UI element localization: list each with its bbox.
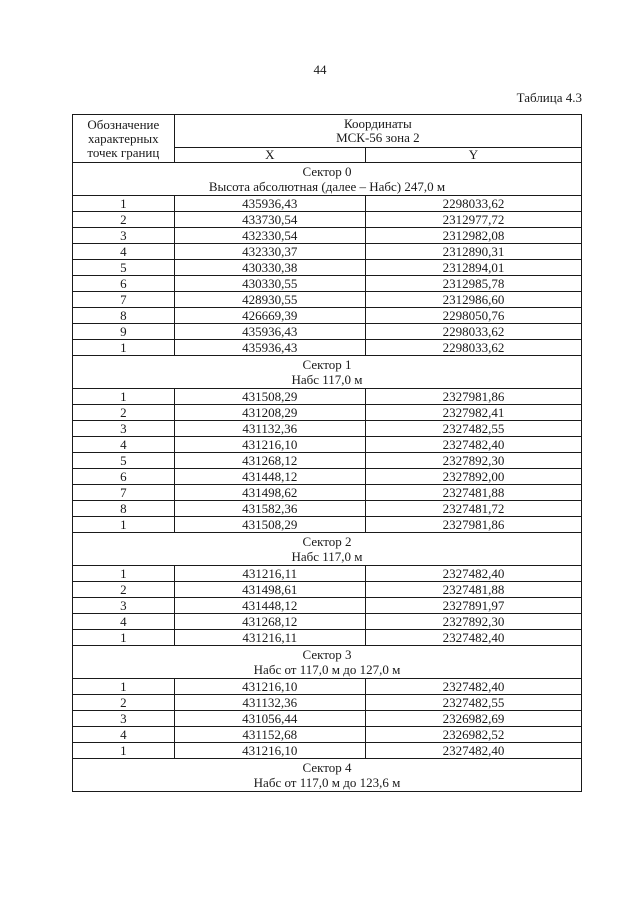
table-row <box>73 711 582 727</box>
sector-title: Сектор 0 <box>302 164 352 179</box>
point-number-cell: 5 <box>73 453 175 469</box>
point-number-cell: 4 <box>73 244 175 260</box>
sector-header-cell <box>73 759 582 792</box>
point-number-cell: 1 <box>73 517 175 533</box>
table-row <box>73 469 582 485</box>
table-row <box>73 437 582 453</box>
table-header <box>73 115 582 163</box>
table-row <box>73 421 582 437</box>
table-row <box>73 292 582 308</box>
x-coordinate-cell: 431216,10 <box>174 743 365 759</box>
sector-header <box>73 646 582 679</box>
sector-header-cell <box>73 533 582 566</box>
table-row <box>73 324 582 340</box>
x-coordinate-cell: 431216,11 <box>174 630 365 646</box>
sector-header <box>73 356 582 389</box>
y-coordinate-cell: 2327482,40 <box>365 679 581 695</box>
y-coordinate-cell: 2327982,41 <box>365 405 581 421</box>
page-number: 44 <box>313 62 327 77</box>
sector-title: Сектор 2 <box>302 534 352 549</box>
sector-header <box>73 533 582 566</box>
x-coordinate-cell: 431268,12 <box>174 614 365 630</box>
x-coordinate-cell: 430330,55 <box>174 276 365 292</box>
point-number-cell: 3 <box>73 711 175 727</box>
coordinates-table <box>72 114 582 792</box>
y-coordinate-cell: 2312890,31 <box>365 244 581 260</box>
point-number-cell: 4 <box>73 727 175 743</box>
point-number-cell: 7 <box>73 292 175 308</box>
table-row <box>73 517 582 533</box>
table-row <box>73 485 582 501</box>
point-number-cell: 5 <box>73 260 175 276</box>
sector-title: Сектор 1 <box>302 357 352 372</box>
sector-header-cell <box>73 163 582 196</box>
sector-header <box>73 163 582 196</box>
x-coordinate-cell: 432330,37 <box>174 244 365 260</box>
x-coordinate-cell: 435936,43 <box>174 196 365 212</box>
y-coordinate-cell: 2327891,97 <box>365 598 581 614</box>
table-caption: Таблица 4.3 <box>516 90 582 105</box>
point-number-cell: 2 <box>73 695 175 711</box>
table-row <box>73 228 582 244</box>
x-coordinate-cell: 431508,29 <box>174 517 365 533</box>
header-point-line-2: характерных <box>88 130 159 146</box>
y-coordinate-cell: 2326982,52 <box>365 727 581 743</box>
sector-header <box>73 759 582 792</box>
point-number-cell: 2 <box>73 405 175 421</box>
y-coordinate-cell: 2327482,40 <box>365 743 581 759</box>
header-point-line-3: точек границ <box>87 144 160 160</box>
table-row <box>73 260 582 276</box>
point-number-cell: 1 <box>73 679 175 695</box>
header-coordinates-title: Координаты <box>343 116 412 131</box>
point-number-cell: 1 <box>73 196 175 212</box>
table-row <box>73 196 582 212</box>
x-coordinate-cell: 431056,44 <box>174 711 365 727</box>
y-coordinate-cell: 2327482,40 <box>365 566 581 582</box>
y-coordinate-cell: 2298033,62 <box>365 196 581 212</box>
table-row <box>73 630 582 646</box>
y-coordinate-cell: 2327482,55 <box>365 695 581 711</box>
y-coordinate-cell: 2327981,86 <box>365 517 581 533</box>
y-coordinate-cell: 2327892,00 <box>365 469 581 485</box>
y-coordinate-cell: 2312985,78 <box>365 276 581 292</box>
header-y: Y <box>365 148 581 163</box>
point-number-cell: 3 <box>73 598 175 614</box>
sector-title: Сектор 4 <box>302 760 352 775</box>
x-coordinate-cell: 431508,29 <box>174 389 365 405</box>
point-number-cell: 1 <box>73 389 175 405</box>
y-coordinate-cell: 2298033,62 <box>365 340 581 356</box>
table-row <box>73 743 582 759</box>
sector-height: Набс от 117,0 м до 127,0 м <box>253 662 401 677</box>
sector-height: Набс 117,0 м <box>291 549 363 564</box>
sector-header-cell <box>73 646 582 679</box>
table-row <box>73 614 582 630</box>
header-coordinates-system: МСК-56 зона 2 <box>336 130 420 145</box>
x-coordinate-cell: 431498,61 <box>174 582 365 598</box>
y-coordinate-cell: 2327481,88 <box>365 485 581 501</box>
table-row <box>73 566 582 582</box>
x-coordinate-cell: 431448,12 <box>174 469 365 485</box>
table-row <box>73 501 582 517</box>
table-row <box>73 695 582 711</box>
x-coordinate-cell: 431216,10 <box>174 679 365 695</box>
y-coordinate-cell: 2312986,60 <box>365 292 581 308</box>
x-coordinate-cell: 431216,11 <box>174 566 365 582</box>
point-number-cell: 1 <box>73 630 175 646</box>
table-row <box>73 405 582 421</box>
sector-title: Сектор 3 <box>302 647 352 662</box>
x-coordinate-cell: 431448,12 <box>174 598 365 614</box>
table-row <box>73 453 582 469</box>
x-coordinate-cell: 431132,36 <box>174 421 365 437</box>
point-number-cell: 6 <box>73 276 175 292</box>
y-coordinate-cell: 2327481,88 <box>365 582 581 598</box>
point-number-cell: 1 <box>73 566 175 582</box>
table-row <box>73 340 582 356</box>
y-coordinate-cell: 2326982,69 <box>365 711 581 727</box>
y-coordinate-cell: 2327892,30 <box>365 453 581 469</box>
y-coordinate-cell: 2312977,72 <box>365 212 581 228</box>
sector-height: Набс 117,0 м <box>291 372 363 387</box>
table-row <box>73 389 582 405</box>
y-coordinate-cell: 2327892,30 <box>365 614 581 630</box>
x-coordinate-cell: 431582,36 <box>174 501 365 517</box>
y-coordinate-cell: 2327482,40 <box>365 437 581 453</box>
y-coordinate-cell: 2327482,55 <box>365 421 581 437</box>
point-number-cell: 3 <box>73 421 175 437</box>
point-number-cell: 6 <box>73 469 175 485</box>
x-coordinate-cell: 431132,36 <box>174 695 365 711</box>
point-number-cell: 7 <box>73 485 175 501</box>
x-coordinate-cell: 431152,68 <box>174 727 365 743</box>
point-number-cell: 2 <box>73 582 175 598</box>
header-coordinates <box>174 115 581 148</box>
table-body <box>73 163 582 792</box>
x-coordinate-cell: 432330,54 <box>174 228 365 244</box>
y-coordinate-cell: 2327482,40 <box>365 630 581 646</box>
point-number-cell: 9 <box>73 324 175 340</box>
y-coordinate-cell: 2327981,86 <box>365 389 581 405</box>
table-row <box>73 308 582 324</box>
header-x: X <box>174 148 365 163</box>
x-coordinate-cell: 433730,54 <box>174 212 365 228</box>
table-row <box>73 244 582 260</box>
x-coordinate-cell: 426669,39 <box>174 308 365 324</box>
table-row <box>73 679 582 695</box>
y-coordinate-cell: 2312982,08 <box>365 228 581 244</box>
point-number-cell: 4 <box>73 614 175 630</box>
x-coordinate-cell: 435936,43 <box>174 340 365 356</box>
sector-height: Набс от 117,0 м до 123,6 м <box>253 775 401 790</box>
point-number-cell: 8 <box>73 501 175 517</box>
point-number-cell: 8 <box>73 308 175 324</box>
y-coordinate-cell: 2327481,72 <box>365 501 581 517</box>
x-coordinate-cell: 431208,29 <box>174 405 365 421</box>
point-number-cell: 4 <box>73 437 175 453</box>
x-coordinate-cell: 430330,38 <box>174 260 365 276</box>
table-row <box>73 276 582 292</box>
sector-header-cell <box>73 356 582 389</box>
header-point-line-1: Обозначение <box>87 116 160 132</box>
table-row <box>73 212 582 228</box>
x-coordinate-cell: 428930,55 <box>174 292 365 308</box>
y-coordinate-cell: 2312894,01 <box>365 260 581 276</box>
x-coordinate-cell: 431216,10 <box>174 437 365 453</box>
point-number-cell: 1 <box>73 340 175 356</box>
table-row <box>73 598 582 614</box>
y-coordinate-cell: 2298050,76 <box>365 308 581 324</box>
x-coordinate-cell: 431498,62 <box>174 485 365 501</box>
point-number-cell: 2 <box>73 212 175 228</box>
point-number-cell: 1 <box>73 743 175 759</box>
table-row <box>73 727 582 743</box>
x-coordinate-cell: 431268,12 <box>174 453 365 469</box>
point-number-cell: 3 <box>73 228 175 244</box>
x-coordinate-cell: 435936,43 <box>174 324 365 340</box>
y-coordinate-cell: 2298033,62 <box>365 324 581 340</box>
sector-height: Высота абсолютная (далее – Набс) 247,0 м <box>208 179 446 194</box>
table-row <box>73 582 582 598</box>
header-point-designation <box>73 115 175 163</box>
